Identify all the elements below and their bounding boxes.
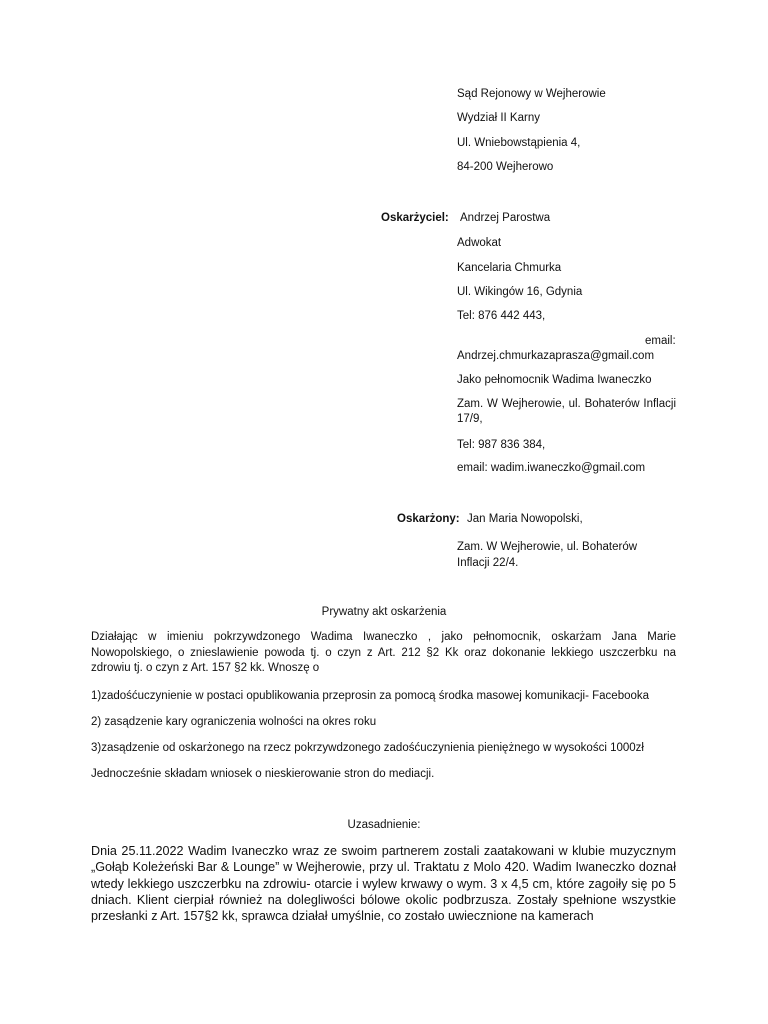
court-city: 84-200 Wejherowo <box>457 161 554 173</box>
court-street: Ul. Wniebowstąpienia 4, <box>457 137 581 149</box>
prosecutor-role: Jako pełnomocnik Wadima Iwaneczko <box>457 374 652 386</box>
demand-1: 1)zadośćuczynienie w postaci opublikowania przeprosin za pomocą środka masowej komunikacji- Facebooka <box>91 690 650 702</box>
court-division: Wydział II Karny <box>457 112 540 124</box>
prosecutor-title: Adwokat <box>457 237 502 249</box>
prosecutor-name: Andrzej Parostwa <box>460 212 551 224</box>
demand-3: 3)zasądzenie od oskarżonego na rzecz pokrzywdzonego zadośćuczynienia pieniężnego w wysokości 1000zł <box>91 742 644 754</box>
accused-address: Zam. W Wejherowie, ul. Bohaterów Inflacji 22/4. <box>457 541 638 569</box>
accused-name: Jan Maria Nowopolski, <box>467 513 583 525</box>
client-address: Zam. W Wejherowie, ul. Bohaterów Inflacji 17/9, <box>457 398 676 425</box>
act-intro: Działając w imieniu pokrzywdzonego Wadima Iwaneczko , jako pełnomocnik, oskarżam Jana Marie Nowopolskiego, o znieslawienie powoda tj. o czyn z Art. 212 §2 Kk oraz dokonanie lekkiego uszczerbku na zdrowiu tj. o czyn z Art. 157 §2 kk. Wnoszę o <box>91 631 676 674</box>
client-email: email: wadim.iwaneczko@gmail.com <box>457 462 646 474</box>
act-title: Prywatny akt oskarżenia <box>321 606 447 618</box>
prosecutor-office: Kancelaria Chmurka <box>457 262 562 274</box>
prosecutor-email-label: email: <box>645 335 676 347</box>
prosecutor-address: Ul. Wikingów 16, Gdynia <box>457 286 583 298</box>
prosecutor-email: Andrzej.chmurkazaprasza@gmail.com <box>457 350 655 362</box>
prosecutor-tel: Tel: 876 442 443, <box>457 310 546 322</box>
justification-title: Uzasadnienie: <box>347 819 421 831</box>
client-tel: Tel: 987 836 384, <box>457 439 546 451</box>
mediation-request: Jednocześnie składam wniosek o nieskierowanie stron do mediacji. <box>91 768 435 780</box>
court-name: Sąd Rejonowy w Wejherowie <box>457 88 606 100</box>
justification-text: Dnia 25.11.2022 Wadim Ivaneczko wraz ze swoim partnerem zostali zaatakowani w klubie muzycznym „Gołąb Koleżeński Bar & Lounge” w Wejherowie, przy ul. Traktatu z Molo 420. Wadim Iwaneczko doznał wtedy lekkiego uszczerbku na zdrowiu- otarcie i wylew krwawy o wym. 3 x 4,5 cm, które zagoiły się po 5 dniach. Klient cierpiał również na dolegliwości bólowe okolic podbrzusza. Zostały spełnione wszystkie przesłanki z Art. 157§2 kk, sprawca działał umyślnie, co zostało uwiecznione na kamerach <box>91 844 676 924</box>
accused-label: Oskarżony: <box>397 513 460 525</box>
prosecutor-label: Oskarżyciel: <box>381 212 449 224</box>
demand-2: 2) zasądzenie kary ograniczenia wolności na okres roku <box>91 716 377 728</box>
